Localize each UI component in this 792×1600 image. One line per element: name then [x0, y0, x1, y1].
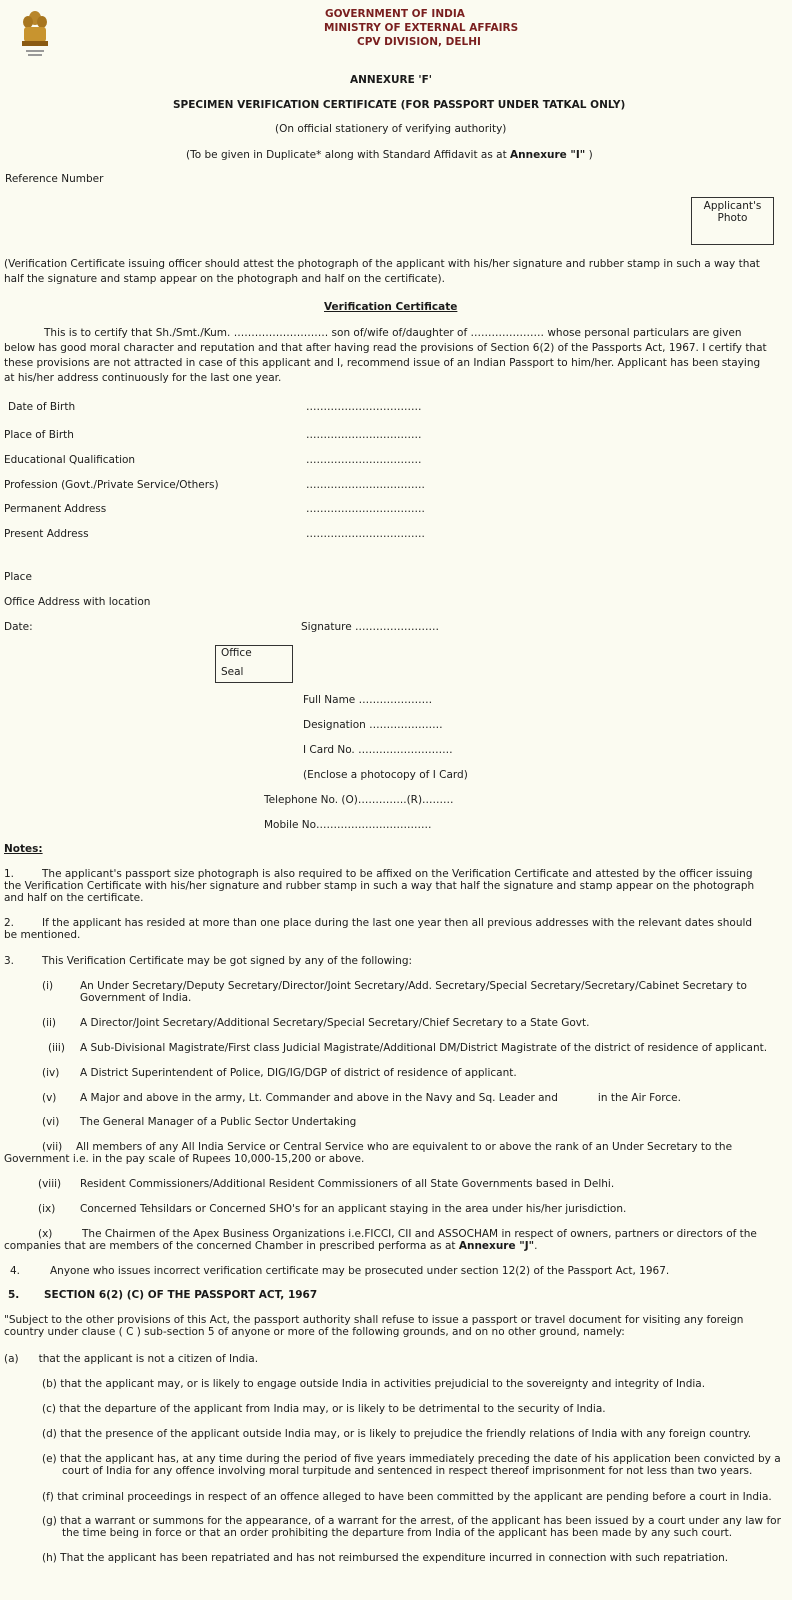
sub-item-number: (vi)	[42, 1116, 60, 1128]
permanent-address-label: Permanent Address	[4, 503, 107, 515]
sub-item: Concerned Tehsildars or Concerned SHO's for an applicant staying in the area under his/her jurisdiction.	[80, 1203, 627, 1215]
note-1-number: 1.	[4, 868, 15, 880]
ground-item: (d) that the presence of the applicant outside India may, or is likely to prejudice the friendly relations of India with any foreign country.	[42, 1428, 752, 1440]
section-title: SECTION 6(2) (C) OF THE PASSPORT ACT, 1967	[44, 1289, 318, 1301]
education-label: Educational Qualification	[4, 454, 136, 466]
state-emblem-icon	[18, 8, 52, 60]
mobile-line: Mobile No……………………………	[264, 819, 432, 831]
certificate-body: This is to certify that Sh./Smt./Kum. ……………………… son of/wife of/daughter of ………………… whose personal particulars are given below has good moral character and reputation and that after having read the provisions of Section 6(2) of the Passports Act, 1967. I certify that these provisions are not attracted in case of this applicant and I, recommend issue of an Indian Passport to him/her. Applicant has been staying at his/her address continuously for the last one year.	[4, 327, 767, 384]
note-2-number: 2.	[4, 917, 15, 929]
sub-item-number: (ix)	[38, 1203, 56, 1215]
office-address-label: Office Address with location	[4, 596, 151, 608]
permanent-address-dots: …………………………….	[306, 503, 425, 515]
sub-item: An Under Secretary/Deputy Secretary/Director/Joint Secretary/Add. Secretary/Special Secretary/Secretary/Cabinet Secretary to Government of India.	[80, 980, 747, 1004]
ground-item: (a) that the applicant is not a citizen of India.	[4, 1353, 259, 1365]
dob-dots: ……………………………	[306, 401, 422, 413]
sub-item-number: (iii)	[48, 1042, 65, 1054]
telephone-line: Telephone No. (O)…………..(R)………	[264, 794, 454, 806]
sub-item: A Sub-Divisional Magistrate/First class Judicial Magistrate/Additional DM/District Magistrate of the district of residence of applicant.	[80, 1042, 768, 1054]
sub-item-number: (x)	[38, 1228, 53, 1240]
applicant-photo-box	[691, 197, 774, 245]
pob-dots: ……………………………	[306, 429, 422, 441]
sub-item-number: (iv)	[42, 1067, 60, 1079]
sub-item-number: (vii)	[42, 1141, 63, 1153]
ground-item: (h) That the applicant has been repatriated and has not reimbursed the expenditure incurred in connection with such repatriation.	[42, 1552, 729, 1564]
attestation-note: (Verification Certificate issuing officer should attest the photograph of the applicant with his/her signature and rubber stamp in such a way that half the signature and stamp appear on the photograph and half on the certificate).	[4, 258, 760, 285]
sub-item: All members of any All India Service or Central Service who are equivalent to or above the rank of an Under Secretary to the Government i.e. in the pay scale of Rupees 10,000-15,200 or above.	[4, 1141, 733, 1165]
sub-item-number: (viii)	[38, 1178, 62, 1190]
sub-item-number: (v)	[42, 1092, 57, 1104]
profession-dots: …………………………….	[306, 479, 425, 491]
full-name-line: Full Name …………………	[303, 694, 433, 706]
note-1: The applicant's passport size photograph is also required to be affixed on the Verification Certificate and attested by the officer issuing the Verification Certificate with his/her signature and rubber stamp in such a way that half the signature and stamp appear on the photograph and half on the certificate.	[4, 868, 755, 904]
ground-item: (f) that criminal proceedings in respect of an offence alleged to have been committed by the applicant are pending before a court in India.	[42, 1491, 772, 1503]
profession-label: Profession (Govt./Private Service/Others)	[4, 479, 219, 491]
verification-certificate-title: Verification Certificate	[324, 301, 458, 313]
sub-item: A District Superintendent of Police, DIG/IG/DGP of district of residence of applicant.	[80, 1067, 517, 1079]
sub-item: Resident Commissioners/Additional Resident Commissioners of all State Governments based in Delhi.	[80, 1178, 615, 1190]
enclose-note: (Enclose a photocopy of I Card)	[303, 769, 468, 781]
header-line-3: CPV DIVISION, DELHI	[357, 36, 481, 48]
document-title: SPECIMEN VERIFICATION CERTIFICATE (FOR PASSPORT UNDER TATKAL ONLY)	[173, 99, 626, 111]
pob-label: Place of Birth	[4, 429, 74, 441]
seal-label-1: Office	[221, 647, 252, 659]
designation-line: Designation …………………	[303, 719, 443, 731]
annexure-label: ANNEXURE 'F'	[350, 74, 433, 86]
signature-line: Signature ……………………	[301, 621, 439, 633]
note-2: If the applicant has resided at more than one place during the last one year then all previous addresses with the relevant dates should be mentioned.	[4, 917, 753, 941]
present-address-dots: …………………………….	[306, 528, 425, 540]
note-3: This Verification Certificate may be got signed by any of the following:	[42, 955, 413, 967]
sub-item: The General Manager of a Public Sector Undertaking	[80, 1116, 357, 1128]
place-label: Place	[4, 571, 32, 583]
sub-item-number: (ii)	[42, 1017, 57, 1029]
date-label: Date:	[4, 621, 33, 633]
dob-label: Date of Birth	[8, 401, 76, 413]
header-line-2: MINISTRY OF EXTERNAL AFFAIRS	[324, 22, 519, 34]
icard-line: I Card No. ………………………	[303, 744, 453, 756]
sub-item: The Chairmen of the Apex Business Organizations i.e.FICCI, CII and ASSOCHAM in respect of owners, partners or directors of the companies that are members of the concerned Chamber in prescribed performa as at Annexure "J".	[4, 1228, 757, 1252]
sub-item: A Director/Joint Secretary/Additional Secretary/Special Secretary/Chief Secretary to a State Govt.	[80, 1017, 590, 1029]
note-5-number: 5.	[8, 1289, 20, 1301]
header-line-1: GOVERNMENT OF INDIA	[325, 8, 465, 20]
duplicate-note: (To be given in Duplicate* along with Standard Affidavit as at Annexure "I" )	[186, 149, 593, 161]
note-4-number: 4.	[10, 1265, 21, 1277]
section-intro: "Subject to the other provisions of this Act, the passport authority shall refuse to issue a passport or travel document for visiting any foreign country under clause ( C ) sub-section 5 of anyone or more of the following grounds, and on no other ground, namely:	[4, 1314, 744, 1338]
present-address-label: Present Address	[4, 528, 89, 540]
photo-label-2: Photo	[717, 212, 748, 224]
ground-item: (c) that the departure of the applicant from India may, or is likely to be detrimental to the security of India.	[42, 1403, 606, 1415]
sub-item: A Major and above in the army, Lt. Commander and above in the Navy and Sq. Leader and in the Air Force.	[80, 1092, 681, 1104]
seal-label-2: Seal	[221, 666, 244, 678]
education-dots: ……………………………	[306, 454, 422, 466]
office-seal-box	[215, 645, 293, 683]
ground-item: (b) that the applicant may, or is likely to engage outside India in activities prejudicial to the sovereignty and integrity of India.	[42, 1378, 706, 1390]
notes-title: Notes:	[4, 843, 43, 855]
reference-number-label: Reference Number	[5, 173, 104, 185]
ground-item: (g) that a warrant or summons for the appearance, of a warrant for the arrest, of the applicant has been issued by a court under any law for the time being in force or that an order prohibiting the departure from India of the applicant has been made by any such court.	[42, 1515, 781, 1539]
stationery-note: (On official stationery of verifying authority)	[275, 123, 507, 135]
note-4: Anyone who issues incorrect verification certificate may be prosecuted under section 12(2) of the Passport Act, 1967.	[50, 1265, 670, 1277]
photo-label-1: Applicant's	[703, 200, 762, 212]
ground-item: (e) that the applicant has, at any time during the period of five years immediately preceding the date of his application been convicted by a court of India for any offence involving moral turpitude and sentenced in respect thereof imprisonment for not less than two years.	[42, 1453, 781, 1477]
sub-item-number: (i)	[42, 980, 54, 992]
note-3-number: 3.	[4, 955, 15, 967]
